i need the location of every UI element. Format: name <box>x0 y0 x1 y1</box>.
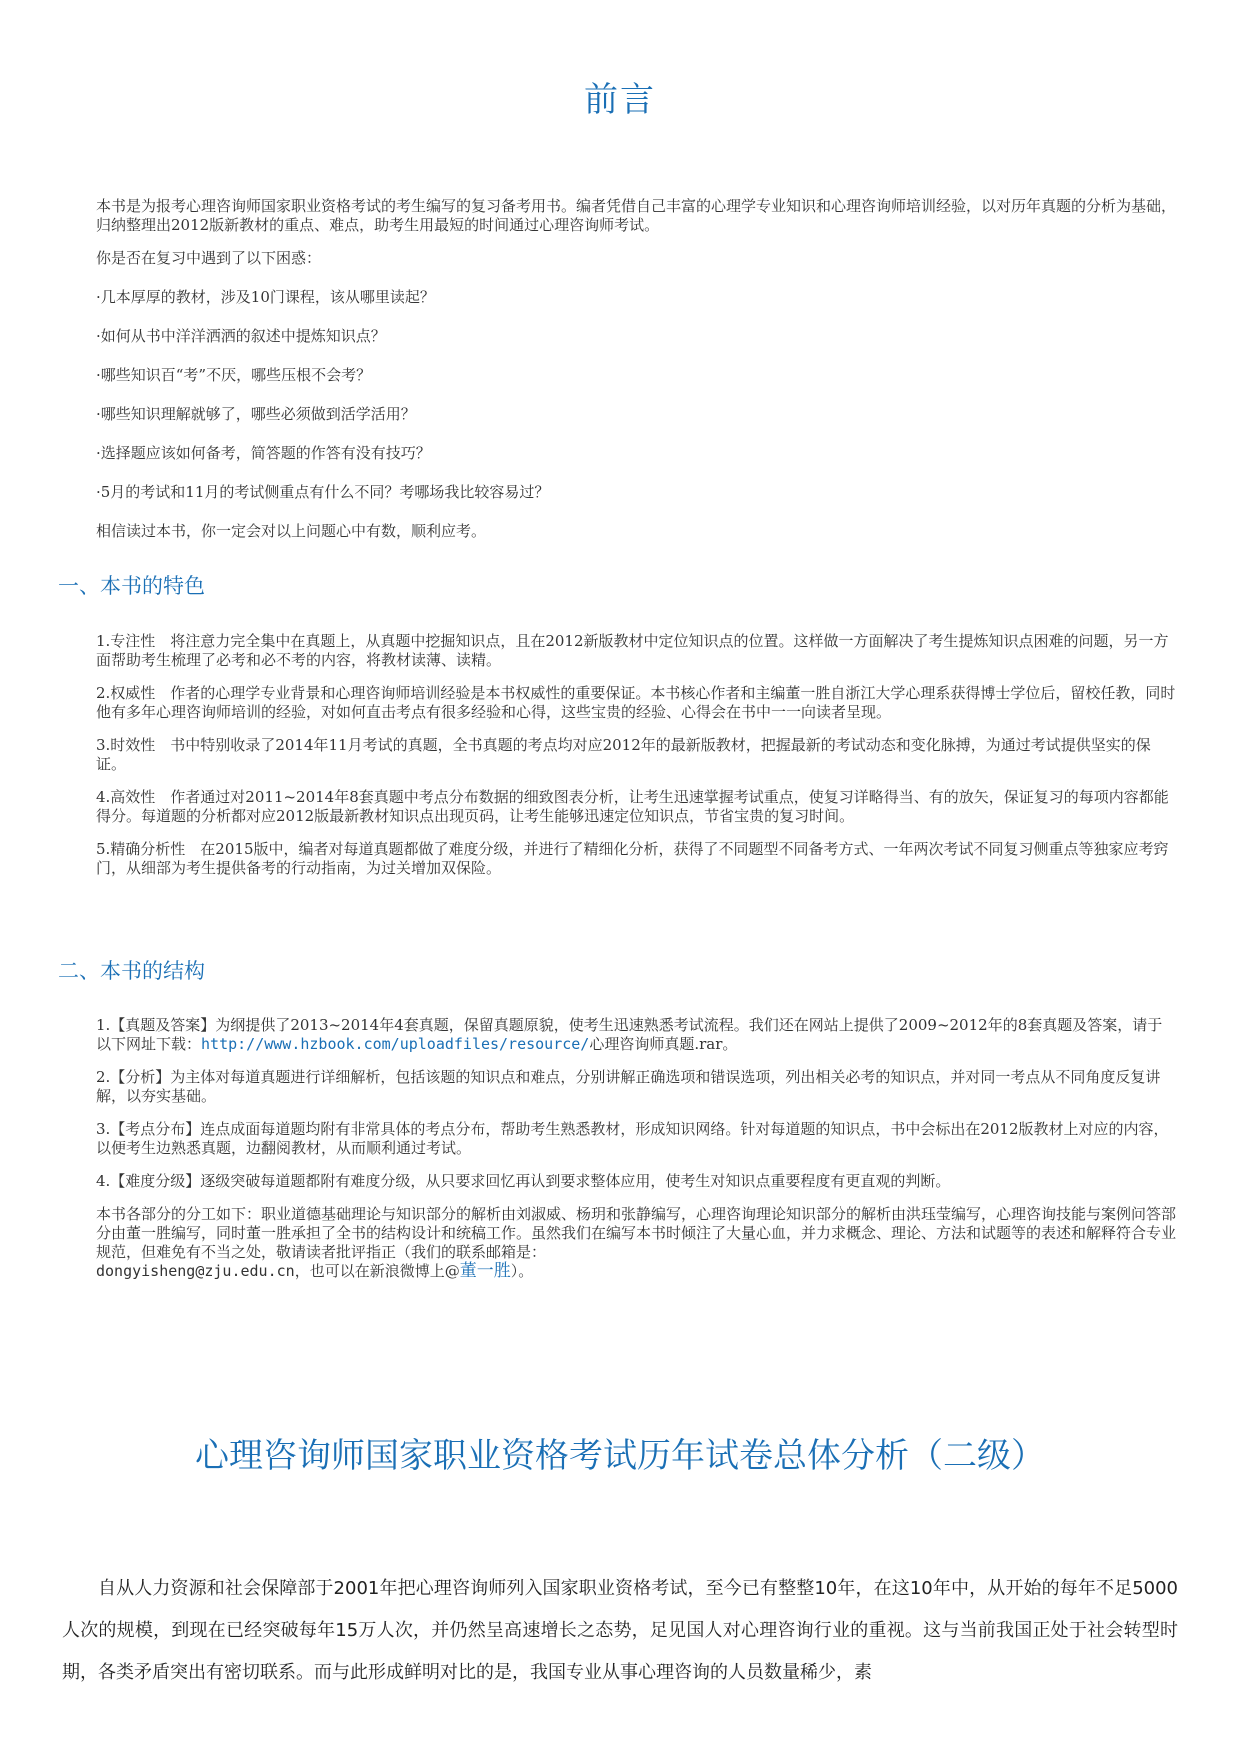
weibo-link[interactable]: 董一胜 <box>459 1261 511 1281</box>
question-item: ·哪些知识理解就够了，哪些必须做到活学活用？ <box>96 405 416 423</box>
analysis-body <box>62 1568 1178 1694</box>
question-item: ·几本厚厚的教材，涉及10门课程，该从哪里读起？ <box>96 288 435 306</box>
structure-section <box>96 1016 1176 1295</box>
structure-item-text: 心理咨询师真题.rar。 <box>589 1035 738 1053</box>
structure-item: 2.【分析】为主体对每道真题进行详细解析，包括该题的知识点和难点，分别讲解正确选项和错误选项，列出相关必考的知识点，并对同一考点从不同角度反复讲解，以夯实基础。 <box>96 1068 1161 1105</box>
question-lead: 你是否在复习中遇到了以下困惑： <box>96 249 322 267</box>
features-section <box>96 632 1176 892</box>
structure-item-text: 1.【真题及答案】为纲提供了2013~2014年4套真题，保留真题原貌，使考生迅速熟悉考试流程。我们还在网站上提供了2009~2012年的8套真题及答案，请于以下网址下载： <box>96 1016 1163 1053</box>
structure-item <box>96 1016 1176 1054</box>
weibo-text: ）。 <box>510 1262 534 1280</box>
feature-item: 1.专注性 将注意力完全集中在真题上，从真题中挖掘知识点，且在2012新版教材中定位知识点的位置。这样做一方面解决了考生提炼知识点困难的问题，另一方面帮助考生梳理了必考和必不考的内容，将教材读薄、读精。 <box>96 632 1169 669</box>
division-text: 本书各部分的分工如下：职业道德基础理论与知识部分的解析由刘淑威、杨玥和张静编写，心理咨询理论知识部分的解析由洪珏莹编写，心理咨询技能与案例问答部分由董一胜编写，同时董一胜承担了全书的结构设计和统稿工作。虽然我们在编写本书时倾注了大量心血，并力求概念、理论、方法和试题等的表述和解释符合专业规范，但难免有不当之处，敬请读者批评指正（我们的联系邮箱是： <box>96 1205 1177 1261</box>
preface-section <box>96 197 1176 555</box>
question-item: ·5月的考试和11月的考试侧重点有什么不同？考哪场我比较容易过？ <box>96 483 550 501</box>
structure-item: 3.【考点分布】连点成面每道题均附有非常具体的考点分布，帮助考生熟悉教材，形成知识网络。针对每道题的知识点，书中会标出在2012版教材上对应的内容，以便考生边熟悉真题，边翻阅教材，从而顺利通过考试。 <box>96 1120 1169 1157</box>
feature-item: 2.权威性 作者的心理学专业背景和心理咨询师培训经验是本书权威性的重要保证。本书核心作者和主编董一胜自浙江大学心理系获得博士学位后，留校任教，同时他有多年心理咨询师培训的经验，对如何直击考点有很多经验和心得，这些宝贵的经验、心得会在书中一一向读者呈现。 <box>96 684 1176 721</box>
feature-item: 3.时效性 书中特别收录了2014年11月考试的真题，全书真题的考点均对应2012年的最新版教材，把握最新的考试动态和变化脉搏，为通过考试提供坚实的保证。 <box>96 736 1151 773</box>
preface-closing: 相信读过本书，你一定会对以上问题心中有数，顺利应考。 <box>96 522 487 540</box>
division-paragraph <box>96 1205 1176 1281</box>
download-link[interactable]: http://www.hzbook.com/uploadfiles/resource/ <box>201 1035 590 1053</box>
analysis-title: 心理咨询师国家职业资格考试历年试卷总体分析（二级） <box>195 1436 1045 1476</box>
contact-email[interactable]: dongyisheng@zju.edu.cn <box>96 1262 295 1280</box>
features-heading: 一、本书的特色 <box>58 574 205 598</box>
preface-title: 前言 <box>584 80 656 120</box>
preface-intro: 本书是为报考心理咨询师国家职业资格考试的考生编写的复习备考用书。编者凭借自己丰富的心理学专业知识和心理咨询师培训经验，以对历年真题的分析为基础，归纳整理出2012版新教材的重点、难点，助考生用最短的时间通过心理咨询师考试。 <box>96 197 1177 234</box>
analysis-paragraph: 自从人力资源和社会保障部于2001年把心理咨询师列入国家职业资格考试，至今已有整整10年，在这10年中，从开始的每年不足5000人次的规模，到现在已经突破每年15万人次，并仍然呈高速增长之态势，足见国人对心理咨询行业的重视。这与当前我国正处于社会转型时期，各类矛盾突出有密切联系。而与此形成鲜明对比的是，我国专业从事心理咨询的人员数量稀少，素 <box>62 1578 1178 1683</box>
feature-item: 4.高效性 作者通过对2011~2014年8套真题中考点分布数据的细致图表分析，让考生迅速掌握考试重点，使复习详略得当、有的放矢，保证复习的每项内容都能得分。每道题的分析都对应2012版最新教材知识点出现页码，让考生能够迅速定位知识点，节省宝贵的复习时间。 <box>96 788 1169 825</box>
question-item: ·哪些知识百“考”不厌，哪些压根不会考？ <box>96 366 372 384</box>
weibo-text: ，也可以在新浪微博上@ <box>294 1262 460 1280</box>
question-item: ·如何从书中洋洋洒洒的叙述中提炼知识点？ <box>96 327 386 345</box>
structure-item: 4.【难度分级】逐级突破每道题都附有难度分级，从只要求回忆再认到要求整体应用，使考生对知识点重要程度有更直观的判断。 <box>96 1172 951 1190</box>
structure-heading: 二、本书的结构 <box>58 959 205 983</box>
question-item: ·选择题应该如何备考，简答题的作答有没有技巧？ <box>96 444 431 462</box>
feature-item: 5.精确分析性 在2015版中，编者对每道真题都做了难度分级，并进行了精细化分析，获得了不同题型不同备考方式、一年两次考试不同复习侧重点等独家应考窍门，从细部为考生提供备考的行动指南，为过关增加双保险。 <box>96 840 1169 877</box>
